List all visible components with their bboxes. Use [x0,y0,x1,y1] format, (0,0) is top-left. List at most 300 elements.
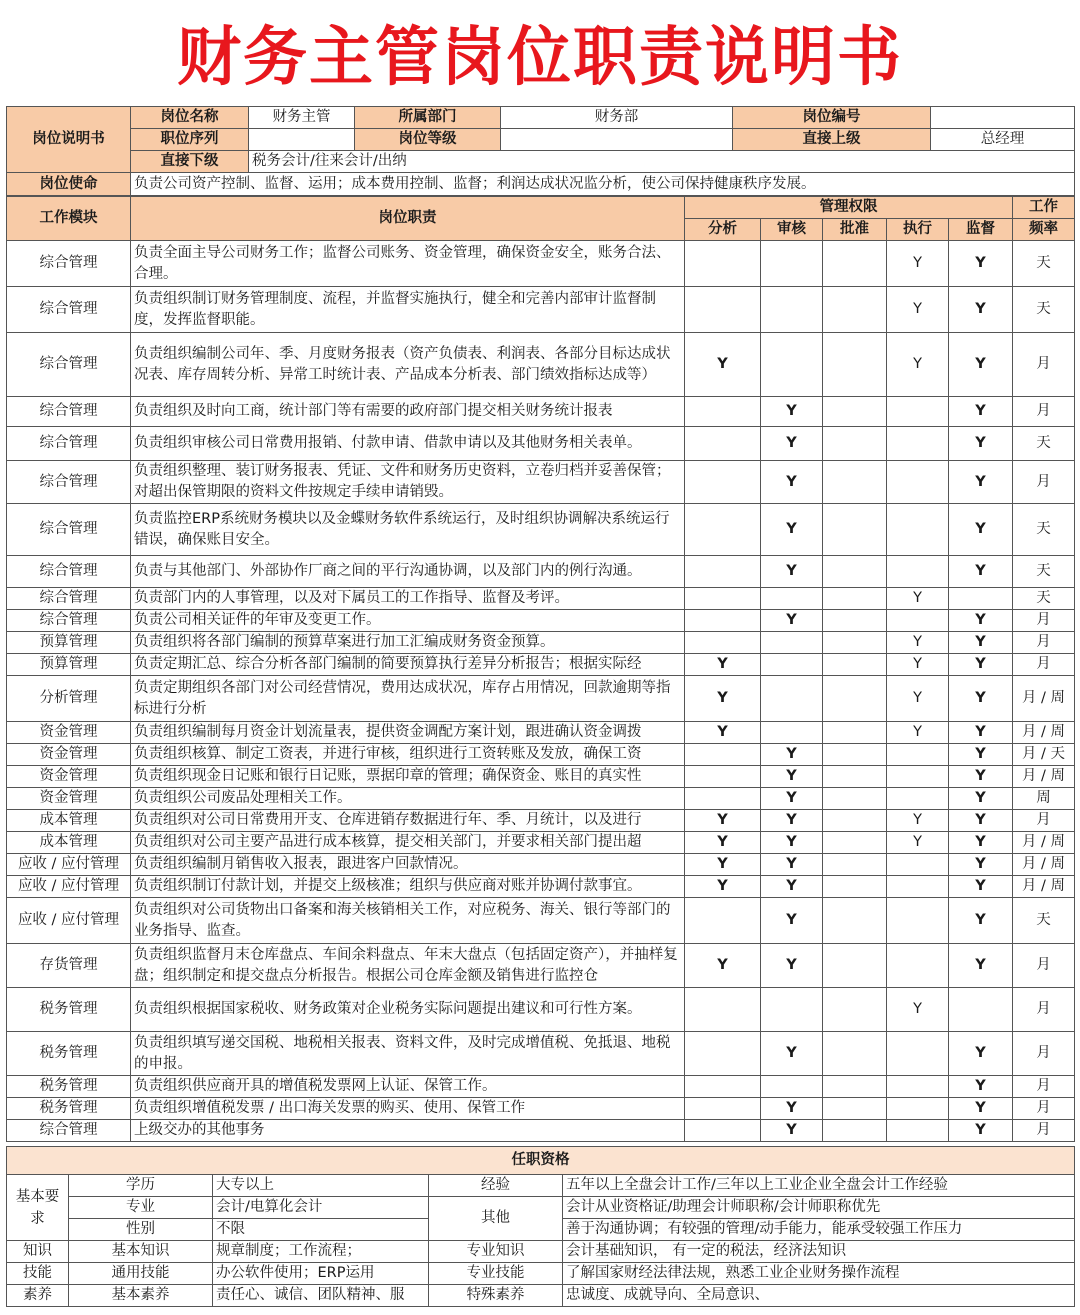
task-approve-mark [823,1076,887,1098]
task-row [7,427,1075,461]
task-module: 综合管理 [7,427,131,461]
label-basic-knowledge: 基本知识 [69,1241,213,1263]
task-row [7,788,1075,810]
task-analyze-mark [685,898,761,944]
task-approve-mark [823,654,887,676]
task-supervise-mark: Y [949,1032,1013,1076]
task-approve-mark [823,944,887,988]
duties-table [6,196,1075,1142]
task-review-mark [761,333,823,397]
task-frequency: 天 [1013,588,1075,610]
task-supervise-mark: Y [949,832,1013,854]
task-supervise-mark: Y [949,333,1013,397]
task-module: 综合管理 [7,504,131,556]
task-analyze-mark [685,1032,761,1076]
task-review-mark [761,287,823,333]
task-frequency: 月 [1013,1098,1075,1120]
task-duty-cell [131,427,685,461]
task-module: 综合管理 [7,333,131,397]
task-approve-mark [823,810,887,832]
task-duty-cell [131,766,685,788]
task-supervise-mark: Y [949,504,1013,556]
task-approve-mark [823,1120,887,1142]
task-duty: 负责组织填写递交国税、地税相关报表、资料文件，及时完成增值税、免抵退、地税的申报。 [134,1034,671,1072]
task-analyze-mark: Y [685,333,761,397]
task-module: 综合管理 [7,588,131,610]
task-duty: 负责组织对公司主要产品进行成本核算，提交相关部门，并要求相关部门提出超 [134,834,642,850]
header-supervise: 监督 [949,219,1013,241]
value-grade [501,129,733,151]
task-approve-mark [823,832,887,854]
task-row [7,854,1075,876]
task-row [7,1076,1075,1098]
task-review-mark: Y [761,832,823,854]
task-duty: 负责组织监督月末仓库盘点、车间余料盘点、年末大盘点（包括固定资产），并抽样复盘；组织制定和提交盘点分析报告。根据公司仓库金额及销售进行监控仓 [134,946,678,984]
task-analyze-mark [685,610,761,632]
task-frequency: 周 [1013,788,1075,810]
task-review-mark [761,988,823,1032]
task-frequency: 月 [1013,654,1075,676]
task-analyze-mark [685,504,761,556]
value-education: 大专以上 [213,1175,429,1197]
task-supervise-mark: Y [949,876,1013,898]
task-review-mark: Y [761,556,823,588]
task-duty: 负责组织审核公司日常费用报销、付款申请、借款申请以及其他财务相关表单。 [134,435,642,451]
position-info-table [6,106,1075,196]
value-position-name: 财务主管 [249,107,355,129]
qualifications-title: 任职资格 [7,1147,1075,1175]
label-knowledge: 知识 [7,1241,69,1263]
task-row [7,504,1075,556]
task-execute-mark [887,397,949,427]
task-frequency: 月 / 周 [1013,832,1075,854]
task-review-mark: Y [761,810,823,832]
value-sequence [249,129,355,151]
task-supervise-mark: Y [949,241,1013,287]
task-approve-mark [823,461,887,504]
task-approve-mark [823,504,887,556]
task-duty: 负责组织及时向工商，统计部门等有需要的政府部门提交相关财务统计报表 [134,403,613,419]
task-duty: 负责组织供应商开具的增值税发票网上认证、保管工作。 [134,1078,497,1094]
task-analyze-mark: Y [685,654,761,676]
task-module: 资金管理 [7,744,131,766]
task-module: 税务管理 [7,988,131,1032]
task-approve-mark [823,632,887,654]
task-supervise-mark: Y [949,610,1013,632]
task-approve-mark [823,397,887,427]
value-basic-quality: 责任心、诚信、团队精神、服 [213,1285,429,1307]
task-approve-mark [823,898,887,944]
task-supervise-mark: Y [949,397,1013,427]
header-approve: 批准 [823,219,887,241]
value-gender: 不限 [213,1219,429,1241]
task-analyze-mark: Y [685,944,761,988]
task-frequency: 月 / 天 [1013,744,1075,766]
value-major: 会计/电算化会计 [213,1197,429,1219]
task-analyze-mark [685,556,761,588]
task-duty: 负责组织制订付款计划，并提交上级核准；组织与供应商对账并协调付款事宜。 [134,878,642,894]
task-duty: 负责全面主导公司财务工作；监督公司账务、资金管理，确保资金安全，账务合法、合理。 [134,244,671,282]
label-pro-skill: 专业技能 [429,1263,563,1285]
value-basic-knowledge: 规章制度；工作流程； [213,1241,429,1263]
label-major: 专业 [69,1197,213,1219]
task-analyze-mark [685,1076,761,1098]
qualifications-table [6,1146,1075,1307]
task-row [7,654,1075,676]
task-execute-mark [887,461,949,504]
task-duty: 负责部门内的人事管理，以及对下属员工的工作指导、监督及考评。 [134,590,569,606]
task-supervise-mark: Y [949,556,1013,588]
task-duty-cell [131,241,685,287]
task-duty-cell [131,1076,685,1098]
task-module: 资金管理 [7,766,131,788]
task-execute-mark: Y [887,676,949,722]
task-analyze-mark: Y [685,722,761,744]
task-row [7,1098,1075,1120]
task-duty-cell [131,722,685,744]
task-frequency: 月 / 周 [1013,854,1075,876]
task-review-mark: Y [761,876,823,898]
task-execute-mark [887,898,949,944]
task-frequency: 天 [1013,556,1075,588]
task-execute-mark: Y [887,632,949,654]
task-module: 存货管理 [7,944,131,988]
task-analyze-mark [685,632,761,654]
value-position-no [931,107,1075,129]
task-duty: 负责组织公司废品处理相关工作。 [134,790,352,806]
header-duty: 岗位职责 [131,197,685,241]
task-supervise-mark: Y [949,1076,1013,1098]
task-duty: 负责定期汇总、综合分析各部门编制的简要预算执行差异分析报告；根据实际经 [134,656,642,672]
task-frequency: 月 / 周 [1013,876,1075,898]
value-special-quality: 忠诚度、成就导向、全局意识、 [563,1285,1075,1307]
task-analyze-mark: Y [685,810,761,832]
task-duty: 负责组织制订财务管理制度、流程，并监督实施执行，健全和完善内部审计监督制度，发挥监督职能。 [134,290,656,328]
label-subordinate: 直接下级 [131,151,249,173]
value-subordinate: 税务会计/往来会计/出纳 [249,151,1075,173]
value-department: 财务部 [501,107,733,129]
header-frequency-top: 工作 [1013,197,1075,219]
task-row [7,1120,1075,1142]
task-analyze-mark: Y [685,854,761,876]
task-row [7,766,1075,788]
task-supervise-mark: Y [949,744,1013,766]
task-approve-mark [823,854,887,876]
task-row [7,588,1075,610]
task-duty-cell [131,744,685,766]
task-row [7,610,1075,632]
task-supervise-mark: Y [949,766,1013,788]
task-approve-mark [823,1098,887,1120]
task-analyze-mark [685,1120,761,1142]
task-review-mark: Y [761,504,823,556]
label-department: 所属部门 [355,107,501,129]
task-module: 税务管理 [7,1076,131,1098]
task-frequency: 天 [1013,427,1075,461]
label-position-name: 岗位名称 [131,107,249,129]
task-row [7,744,1075,766]
header-review: 审核 [761,219,823,241]
task-analyze-mark [685,427,761,461]
task-duty: 负责监控ERP系统财务模块以及金蝶财务软件系统运行，及时组织协调解决系统运行错误，确保账目安全。 [134,510,670,548]
task-duty-cell [131,810,685,832]
task-execute-mark: Y [887,832,949,854]
task-frequency: 月 [1013,461,1075,504]
task-approve-mark [823,766,887,788]
task-duty-cell [131,333,685,397]
task-row [7,461,1075,504]
task-duty-cell [131,1098,685,1120]
task-analyze-mark [685,1098,761,1120]
task-duty: 负责组织增值税发票 / 出口海关发票的购买、使用、保管工作 [134,1100,526,1116]
task-row [7,1032,1075,1076]
value-mission: 负责公司资产控制、监督、运用；成本费用控制、监督；利润达成状况监分析，使公司保持健康秩序发展。 [131,173,1075,196]
task-execute-mark: Y [887,654,949,676]
task-review-mark: Y [761,1120,823,1142]
task-frequency: 月 [1013,944,1075,988]
task-row [7,988,1075,1032]
task-analyze-mark: Y [685,876,761,898]
task-duty: 负责与其他部门、外部协作厂商之间的平行沟通协调，以及部门内的例行沟通。 [134,563,642,579]
task-execute-mark [887,427,949,461]
label-sequence: 职位序列 [131,129,249,151]
task-execute-mark [887,854,949,876]
task-supervise-mark: Y [949,810,1013,832]
task-analyze-mark [685,461,761,504]
task-duty: 负责组织将各部门编制的预算草案进行加工汇编成财务资金预算。 [134,634,555,650]
header-execute: 执行 [887,219,949,241]
label-basic-quality: 基本素养 [69,1285,213,1307]
task-analyze-mark [685,588,761,610]
task-frequency: 月 [1013,810,1075,832]
task-row [7,556,1075,588]
task-duty: 负责组织编制每月资金计划流量表，提供资金调配方案计划，跟进确认资金调拨 [134,724,642,740]
task-duty: 上级交办的其他事务 [134,1122,265,1138]
task-execute-mark: Y [887,988,949,1032]
task-approve-mark [823,427,887,461]
task-execute-mark [887,610,949,632]
label-special-quality: 特殊素养 [429,1285,563,1307]
task-module: 应收 / 应付管理 [7,876,131,898]
task-review-mark: Y [761,610,823,632]
task-execute-mark [887,944,949,988]
label-superior: 直接上级 [733,129,931,151]
task-row [7,722,1075,744]
task-execute-mark: Y [887,588,949,610]
task-execute-mark: Y [887,722,949,744]
task-review-mark [761,654,823,676]
task-review-mark: Y [761,1032,823,1076]
label-position-no: 岗位编号 [733,107,931,129]
header-frequency-bottom: 频率 [1013,219,1075,241]
task-execute-mark [887,1120,949,1142]
task-frequency: 月 / 周 [1013,766,1075,788]
task-frequency: 月 / 周 [1013,676,1075,722]
label-general-skill: 通用技能 [69,1263,213,1285]
task-approve-mark [823,876,887,898]
task-frequency: 天 [1013,241,1075,287]
task-duty-cell [131,588,685,610]
task-duty-cell [131,988,685,1032]
task-module: 资金管理 [7,722,131,744]
task-approve-mark [823,333,887,397]
value-pro-knowledge: 会计基础知识， 有一定的税法，经济法知识 [563,1241,1075,1263]
task-approve-mark [823,241,887,287]
task-review-mark [761,588,823,610]
task-approve-mark [823,744,887,766]
task-supervise-mark: Y [949,654,1013,676]
label-skill: 技能 [7,1263,69,1285]
task-approve-mark [823,676,887,722]
task-frequency: 天 [1013,287,1075,333]
task-frequency: 月 [1013,632,1075,654]
task-row [7,287,1075,333]
task-row [7,397,1075,427]
task-supervise-mark: Y [949,1120,1013,1142]
task-supervise-mark: Y [949,898,1013,944]
page-title: 财务主管岗位职责说明书 [177,21,903,95]
task-duty: 负责组织对公司日常费用开支、仓库进销存数据进行年、季、月统计，以及进行 [134,812,642,828]
task-frequency: 月 [1013,1120,1075,1142]
value-experience: 五年以上全盘会计工作/三年以上工业企业全盘会计工作经验 [563,1175,1075,1197]
header-module: 工作模块 [7,197,131,241]
task-row [7,632,1075,654]
task-module: 税务管理 [7,1032,131,1076]
task-module: 预算管理 [7,654,131,676]
label-other: 其他 [429,1197,563,1241]
task-supervise-mark: Y [949,1098,1013,1120]
task-supervise-mark: Y [949,722,1013,744]
task-supervise-mark: Y [949,632,1013,654]
task-row [7,333,1075,397]
task-supervise-mark: Y [949,944,1013,988]
value-other-1: 会计从业资格证/助理会计师职称/会计师职称优先 [563,1197,1075,1219]
task-analyze-mark [685,788,761,810]
task-execute-mark [887,556,949,588]
task-review-mark [761,1076,823,1098]
task-execute-mark [887,504,949,556]
task-review-mark [761,722,823,744]
task-frequency: 月 / 周 [1013,722,1075,744]
task-duty-cell [131,1032,685,1076]
value-general-skill: 办公软件使用；ERP运用 [213,1263,429,1285]
task-review-mark: Y [761,461,823,504]
task-module: 资金管理 [7,788,131,810]
task-supervise-mark: Y [949,461,1013,504]
task-module: 税务管理 [7,1098,131,1120]
task-approve-mark [823,988,887,1032]
task-row [7,898,1075,944]
task-approve-mark [823,588,887,610]
task-duty-cell [131,287,685,333]
task-row [7,810,1075,832]
task-module: 成本管理 [7,832,131,854]
label-education: 学历 [69,1175,213,1197]
task-approve-mark [823,610,887,632]
task-analyze-mark [685,744,761,766]
task-review-mark [761,632,823,654]
task-duty-cell [131,832,685,854]
task-duty-cell [131,676,685,722]
task-duty-cell [131,654,685,676]
task-analyze-mark: Y [685,676,761,722]
task-duty-cell [131,944,685,988]
task-execute-mark [887,766,949,788]
task-analyze-mark [685,766,761,788]
header-authority: 管理权限 [685,197,1013,219]
label-mission: 岗位使命 [7,173,131,196]
task-execute-mark [887,1032,949,1076]
task-analyze-mark [685,287,761,333]
label-pro-knowledge: 专业知识 [429,1241,563,1263]
task-duty-cell [131,854,685,876]
task-module: 综合管理 [7,556,131,588]
task-module: 综合管理 [7,287,131,333]
task-frequency: 月 [1013,1032,1075,1076]
task-module: 分析管理 [7,676,131,722]
task-row [7,832,1075,854]
task-duty-cell [131,788,685,810]
task-row [7,876,1075,898]
label-experience: 经验 [429,1175,563,1197]
task-analyze-mark [685,397,761,427]
value-pro-skill: 了解国家财经法律法规，熟悉工业企业财务操作流程 [563,1263,1075,1285]
task-execute-mark [887,744,949,766]
task-analyze-mark [685,988,761,1032]
task-analyze-mark [685,241,761,287]
task-duty-cell [131,556,685,588]
task-supervise-mark: Y [949,676,1013,722]
header-analyze: 分析 [685,219,761,241]
task-duty: 负责组织现金日记账和银行日记账，票据印章的管理；确保资金、账目的真实性 [134,768,642,784]
task-execute-mark: Y [887,333,949,397]
task-module: 综合管理 [7,241,131,287]
task-module: 综合管理 [7,610,131,632]
task-supervise-mark [949,588,1013,610]
task-module: 应收 / 应付管理 [7,854,131,876]
task-duty-cell [131,610,685,632]
task-analyze-mark: Y [685,832,761,854]
task-duty-cell [131,632,685,654]
label-basic-requirements: 基本要求 [7,1175,69,1241]
task-review-mark: Y [761,788,823,810]
task-review-mark: Y [761,427,823,461]
value-superior: 总经理 [931,129,1075,151]
task-duty-cell [131,461,685,504]
task-execute-mark [887,876,949,898]
task-approve-mark [823,788,887,810]
task-review-mark [761,676,823,722]
task-frequency: 月 [1013,610,1075,632]
task-duty: 负责组织编制公司年、季、月度财务报表（资产负债表、利润表、各部分目标达成状况表、库存周转分析、异常工时统计表、产品成本分析表、部门绩效指标达成等） [134,345,671,383]
task-duty: 负责组织整理、装订财务报表、凭证、文件和财务历史资料，立卷归档并妥善保管；对超出保管期限的资料文件按规定手续申请销毁。 [134,463,671,500]
label-grade: 岗位等级 [355,129,501,151]
section-label-description: 岗位说明书 [7,107,131,173]
value-other-2: 善于沟通协调；有较强的管理/动手能力，能承受较强工作压力 [563,1219,1075,1241]
task-execute-mark [887,1076,949,1098]
task-review-mark: Y [761,854,823,876]
task-duty: 负责定期组织各部门对公司经营情况，费用达成状况，库存占用情况，回款逾期等指标进行分析 [134,679,671,717]
task-duty: 负责组织根据国家税收、财务政策对企业税务实际问题提出建议和可行性方案。 [134,1001,642,1017]
task-module: 预算管理 [7,632,131,654]
task-supervise-mark: Y [949,287,1013,333]
task-execute-mark: Y [887,241,949,287]
task-module: 成本管理 [7,810,131,832]
task-execute-mark [887,1098,949,1120]
task-review-mark: Y [761,1098,823,1120]
task-duty: 负责组织对公司货物出口备案和海关核销相关工作，对应税务、海关、银行等部门的业务指导、监查。 [134,901,671,939]
task-frequency: 月 [1013,1076,1075,1098]
